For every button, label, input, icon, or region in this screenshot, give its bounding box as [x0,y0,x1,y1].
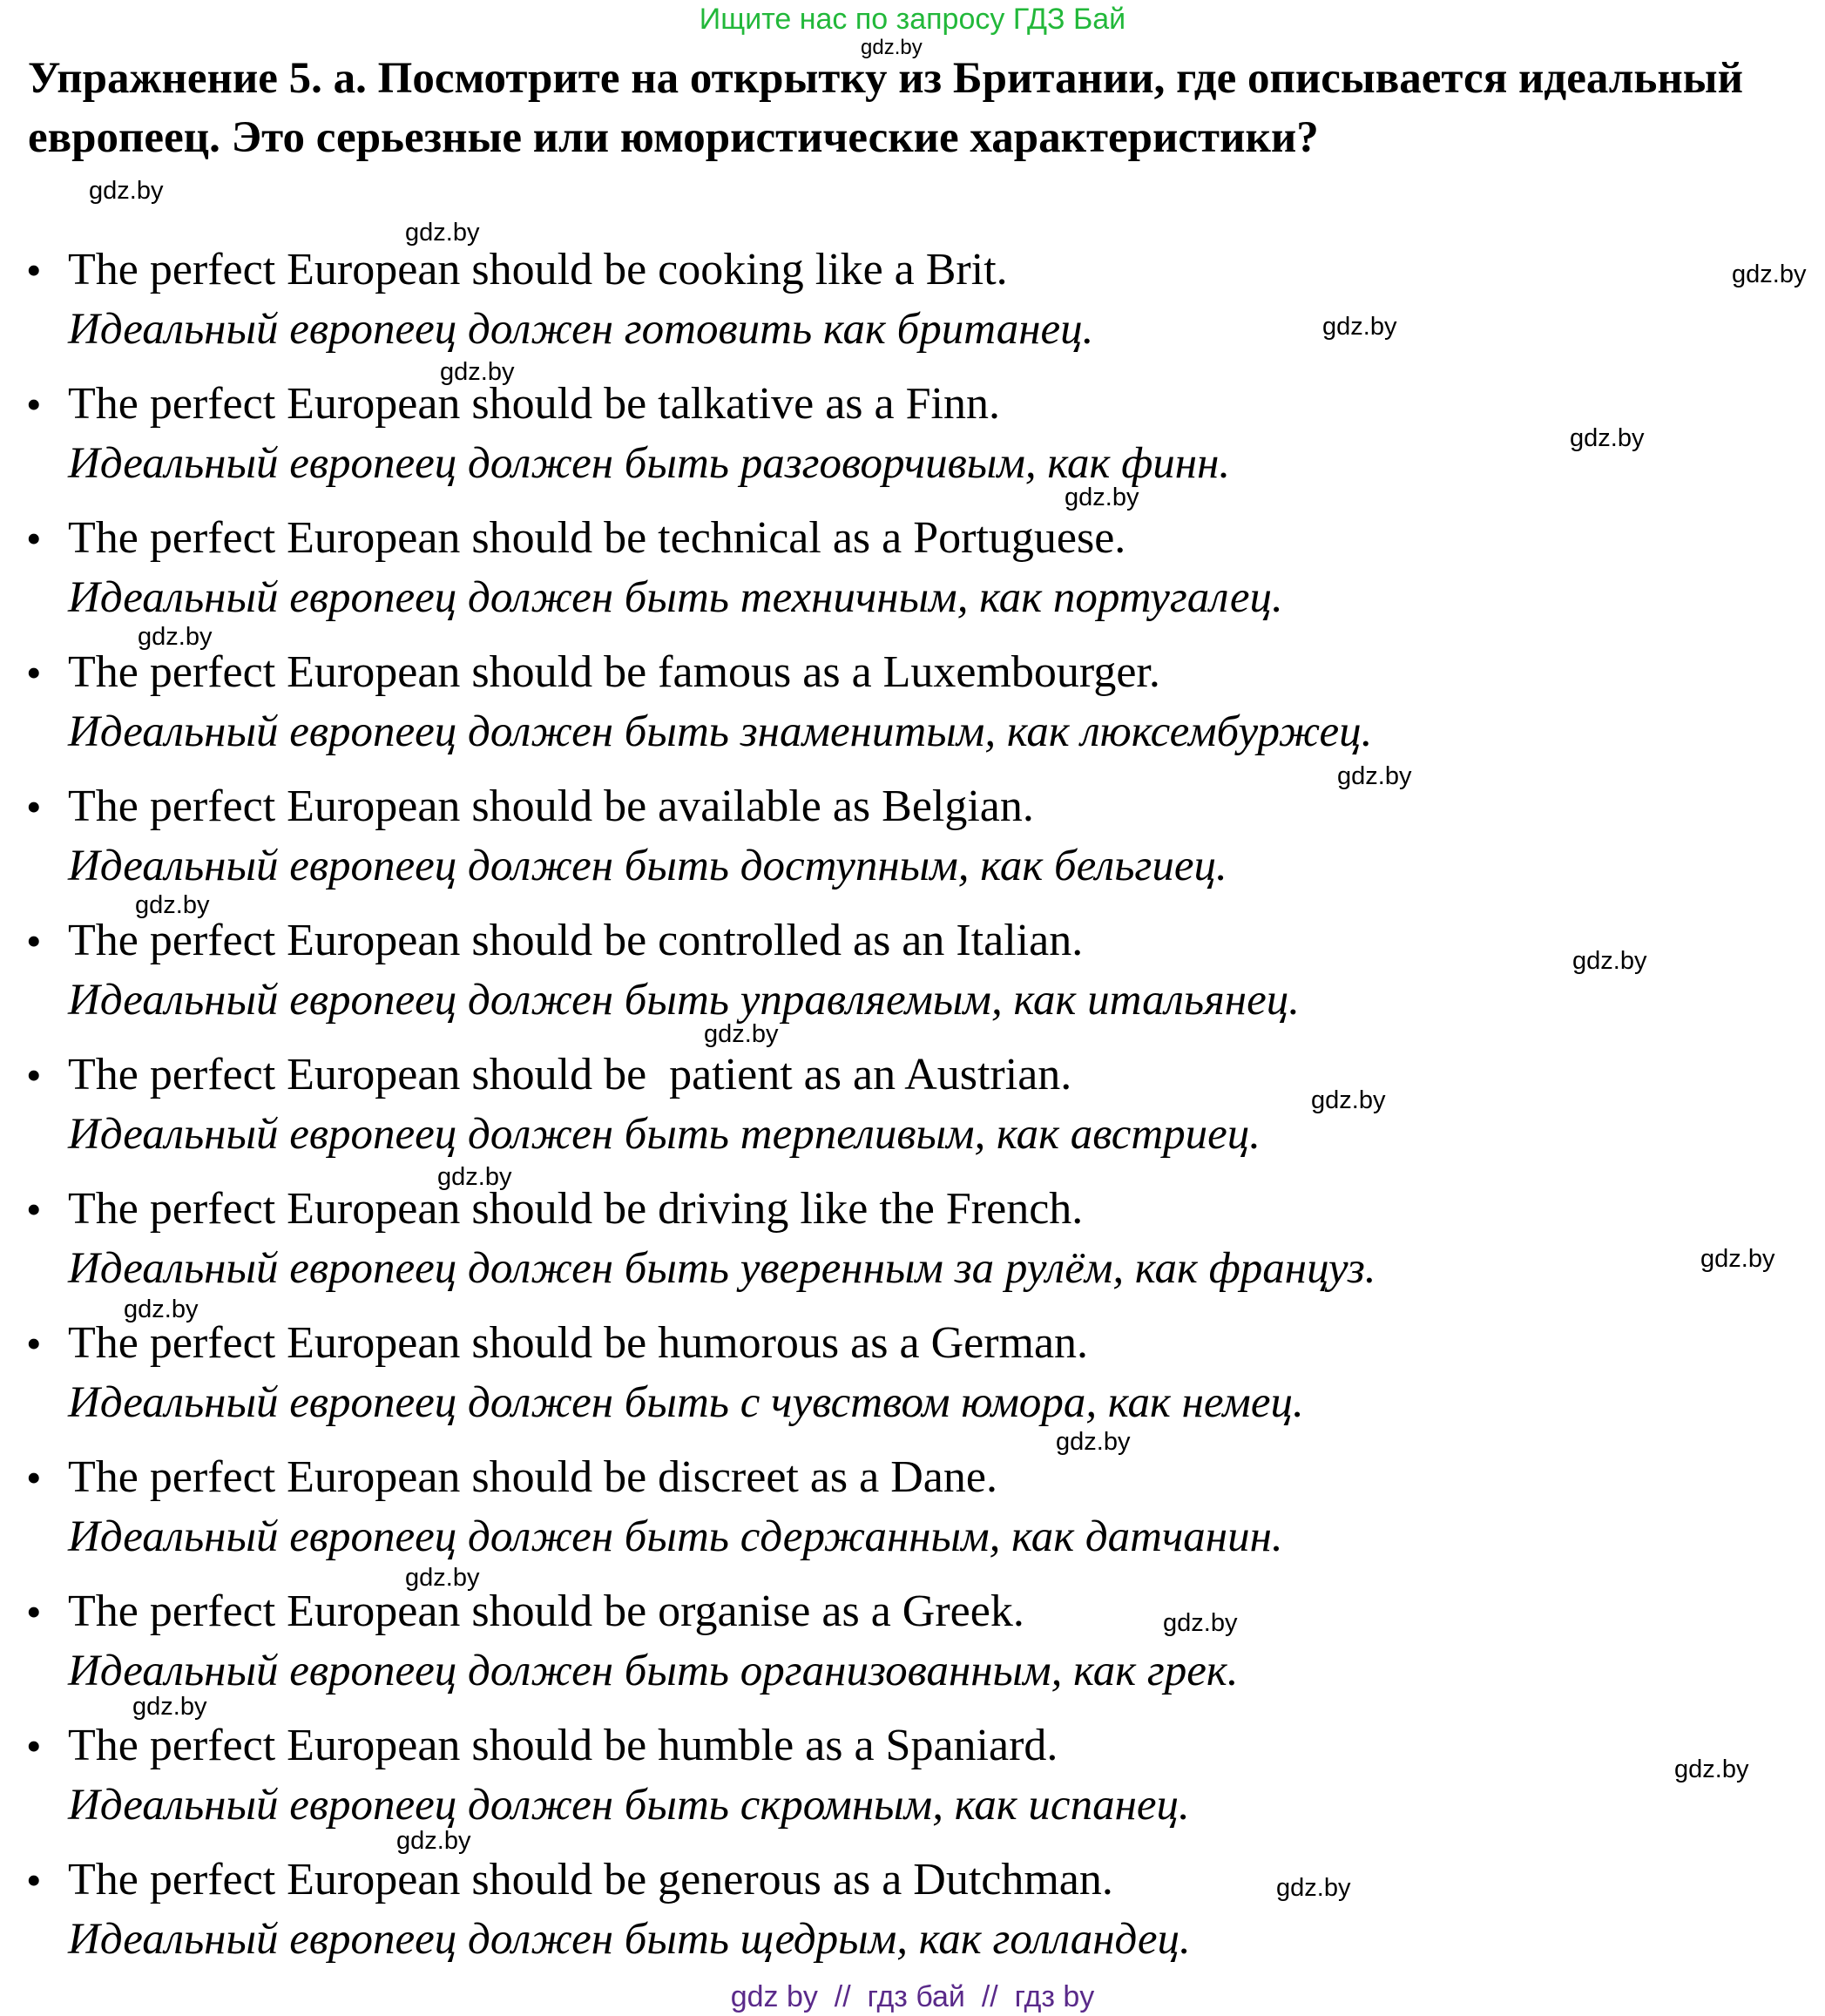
russian-translation: Идеальный европеец должен быть организованным, как грек. [68,1647,1239,1695]
english-sentence: The perfect European should be discreet as a Dane. [68,1452,997,1502]
watermark: gdz.by [1700,1245,1775,1273]
english-sentence: The perfect European should be available as Belgian. [68,781,1034,831]
exercise-title: Упражнение 5. а. Посмотрите на открытку из Британии, где описывается идеальный европеец. Это серьезные или юмористические характеристики? [28,54,1743,162]
watermark: gdz.by [135,891,210,919]
english-sentence: The perfect European should be patient as an Austrian. [68,1050,1072,1099]
list-item [0,1847,1825,1981]
english-sentence: The perfect European should be famous as a Luxembourger. [68,647,1160,697]
russian-translation: Идеальный европеец должен быть с чувством юмора, как немец. [68,1378,1304,1427]
list-item [0,1310,1825,1444]
english-sentence: The perfect European should be humble as a Spaniard. [68,1721,1058,1770]
english-sentence: The perfect European should be technical as a Portuguese. [68,513,1126,563]
watermark: gdz.by [1322,313,1397,341]
russian-translation: Идеальный европеец должен быть доступным, как бельгиец. [68,842,1227,890]
watermark: gdz.by [1337,762,1412,790]
bullet: • [26,246,42,294]
bullet: • [26,1722,42,1770]
bullet: • [26,1319,42,1368]
list-item [0,1042,1825,1176]
watermark: gdz.by [396,1827,471,1855]
watermark: gdz.by [1065,484,1139,511]
watermark: gdz.by [1570,424,1645,452]
watermark: gdz.by [1732,260,1807,288]
watermark: gdz.by [405,219,480,247]
watermark: gdz.by [405,1564,480,1592]
watermark: gdz.by [1056,1428,1131,1456]
english-sentence: The perfect European should be generous as a Dutchman. [68,1855,1113,1904]
watermark: gdz.by [1163,1609,1238,1637]
russian-translation: Идеальный европеец должен быть разговорчивым, как финн. [68,439,1231,488]
watermark: gdz.by [440,358,515,386]
list-item [0,237,1825,371]
english-sentence: The perfect European should be talkative as a Finn. [68,379,1000,429]
list-item [0,1713,1825,1847]
watermark: gdz.by [132,1693,207,1721]
english-sentence: The perfect European should be cooking like a Brit. [68,245,1008,294]
russian-translation: Идеальный европеец должен быть техничным, как португалец. [68,573,1283,622]
watermark: gdz.by [124,1296,199,1323]
watermark: gdz.by [1572,947,1647,975]
english-sentence: The perfect European should be humorous as a German. [68,1318,1089,1368]
english-sentence: The perfect European should be controlled as an Italian. [68,916,1084,965]
sentence-list [0,237,1825,1981]
bullet: • [26,917,42,965]
bullet: • [26,1453,42,1502]
watermark: gdz.by [1311,1086,1386,1114]
watermark: gdz.by [1674,1756,1749,1783]
list-item [0,505,1825,639]
russian-translation: Идеальный европеец должен быть управляемым, как итальянец. [68,976,1300,1025]
bullet: • [26,1051,42,1099]
bullet: • [26,380,42,429]
list-item [0,639,1825,774]
watermark: gdz.by [89,177,164,205]
bullet: • [26,1587,42,1636]
bullet: • [26,514,42,563]
watermark: gdz.by [437,1163,512,1191]
list-item [0,774,1825,908]
top-banner: Ищите нас по запросу ГДЗ Бай [699,3,1126,36]
russian-translation: Идеальный европеец должен быть терпеливым, как австриец. [68,1110,1261,1159]
list-item [0,908,1825,1042]
list-item [0,1444,1825,1579]
watermark: gdz.by [861,36,923,59]
bullet: • [26,1856,42,1904]
watermark: gdz.by [1276,1874,1351,1902]
list-item [0,1579,1825,1713]
list-item [0,371,1825,505]
russian-translation: Идеальный европеец должен быть знаменитым, как люксембуржец. [68,707,1373,756]
english-sentence: The perfect European should be organise as a Greek. [68,1586,1024,1636]
watermark: gdz.by [138,623,213,651]
russian-translation: Идеальный европеец должен быть сдержанным, как датчанин. [68,1512,1283,1561]
footer-links: gdz by // гдз бай // гдз by [730,1980,1095,2013]
bullet: • [26,1185,42,1234]
list-item [0,1176,1825,1310]
russian-translation: Идеальный европеец должен быть щедрым, как голландец. [68,1915,1191,1964]
watermark: gdz.by [704,1020,779,1048]
english-sentence: The perfect European should be driving like the French. [68,1184,1084,1234]
russian-translation: Идеальный европеец должен готовить как британец. [68,305,1094,354]
bullet: • [26,648,42,697]
bullet: • [26,782,42,831]
russian-translation: Идеальный европеец должен быть уверенным за рулём, как француз. [68,1244,1376,1293]
russian-translation: Идеальный европеец должен быть скромным, как испанец. [68,1781,1190,1830]
